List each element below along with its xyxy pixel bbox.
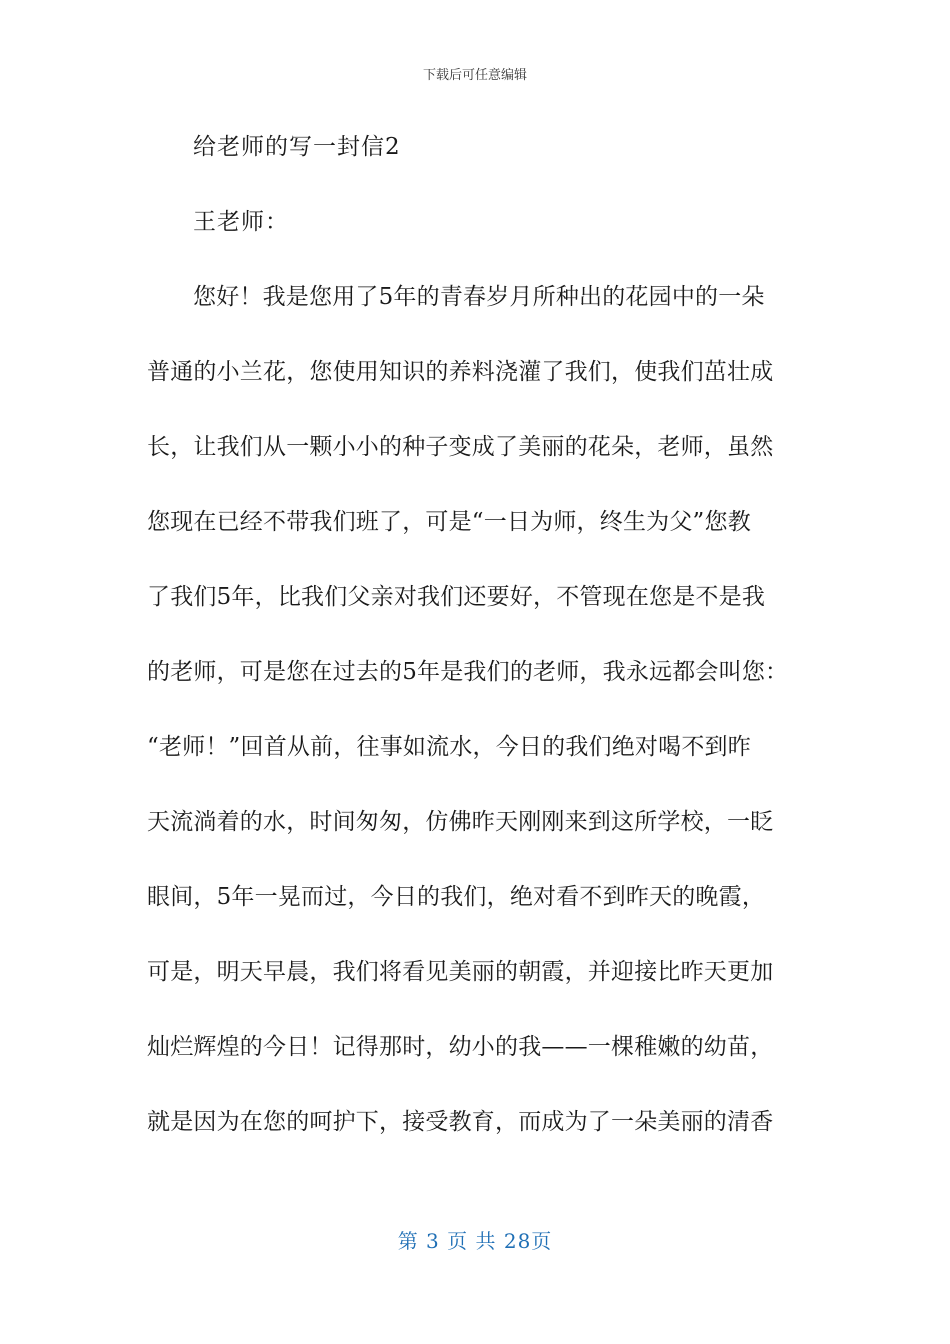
body-line: “老师！”回首从前，往事如流水，今日的我们绝对喝不到昨 (147, 734, 751, 760)
body-line: 眼间，5年一晃而过，今日的我们，绝对看不到昨天的晚霞， (147, 884, 766, 910)
page-number: 第 3 页 共 28页 (397, 1229, 553, 1253)
body-line: 长，让我们从一颗小小的种子变成了美丽的花朵，老师，虽然 (147, 434, 774, 460)
body-line: 了我们5年，比我们父亲对我们还要好，不管现在您是不是我 (147, 584, 766, 610)
body-line: 可是，明天早晨，我们将看见美丽的朝霞，并迎接比昨天更加 (147, 959, 774, 985)
body-line: 就是因为在您的呵护下，接受教育，而成为了一朵美丽的清香 (147, 1109, 774, 1135)
body-line: 天流淌着的水，时间匆匆，仿佛昨天刚刚来到这所学校，一眨 (147, 809, 774, 835)
body-line: 您现在已经不带我们班了，可是“一日为师，终生为父”您教 (147, 509, 751, 535)
body-line: 灿烂辉煌的今日！记得那时，幼小的我——一棵稚嫩的幼苗， (147, 1034, 774, 1060)
letter-salutation: 王老师： (193, 209, 289, 235)
letter-title: 给老师的写一封信2 (193, 134, 401, 160)
body-line: 您好！我是您用了5年的青春岁月所种出的花园中的一朵 (193, 284, 765, 310)
body-line: 普通的小兰花，您使用知识的养料浇灌了我们，使我们茁壮成 (147, 359, 774, 385)
page-header-note: 下载后可任意编辑 (422, 68, 527, 83)
body-line: 的老师，可是您在过去的5年是我们的老师，我永远都会叫您： (147, 659, 789, 685)
